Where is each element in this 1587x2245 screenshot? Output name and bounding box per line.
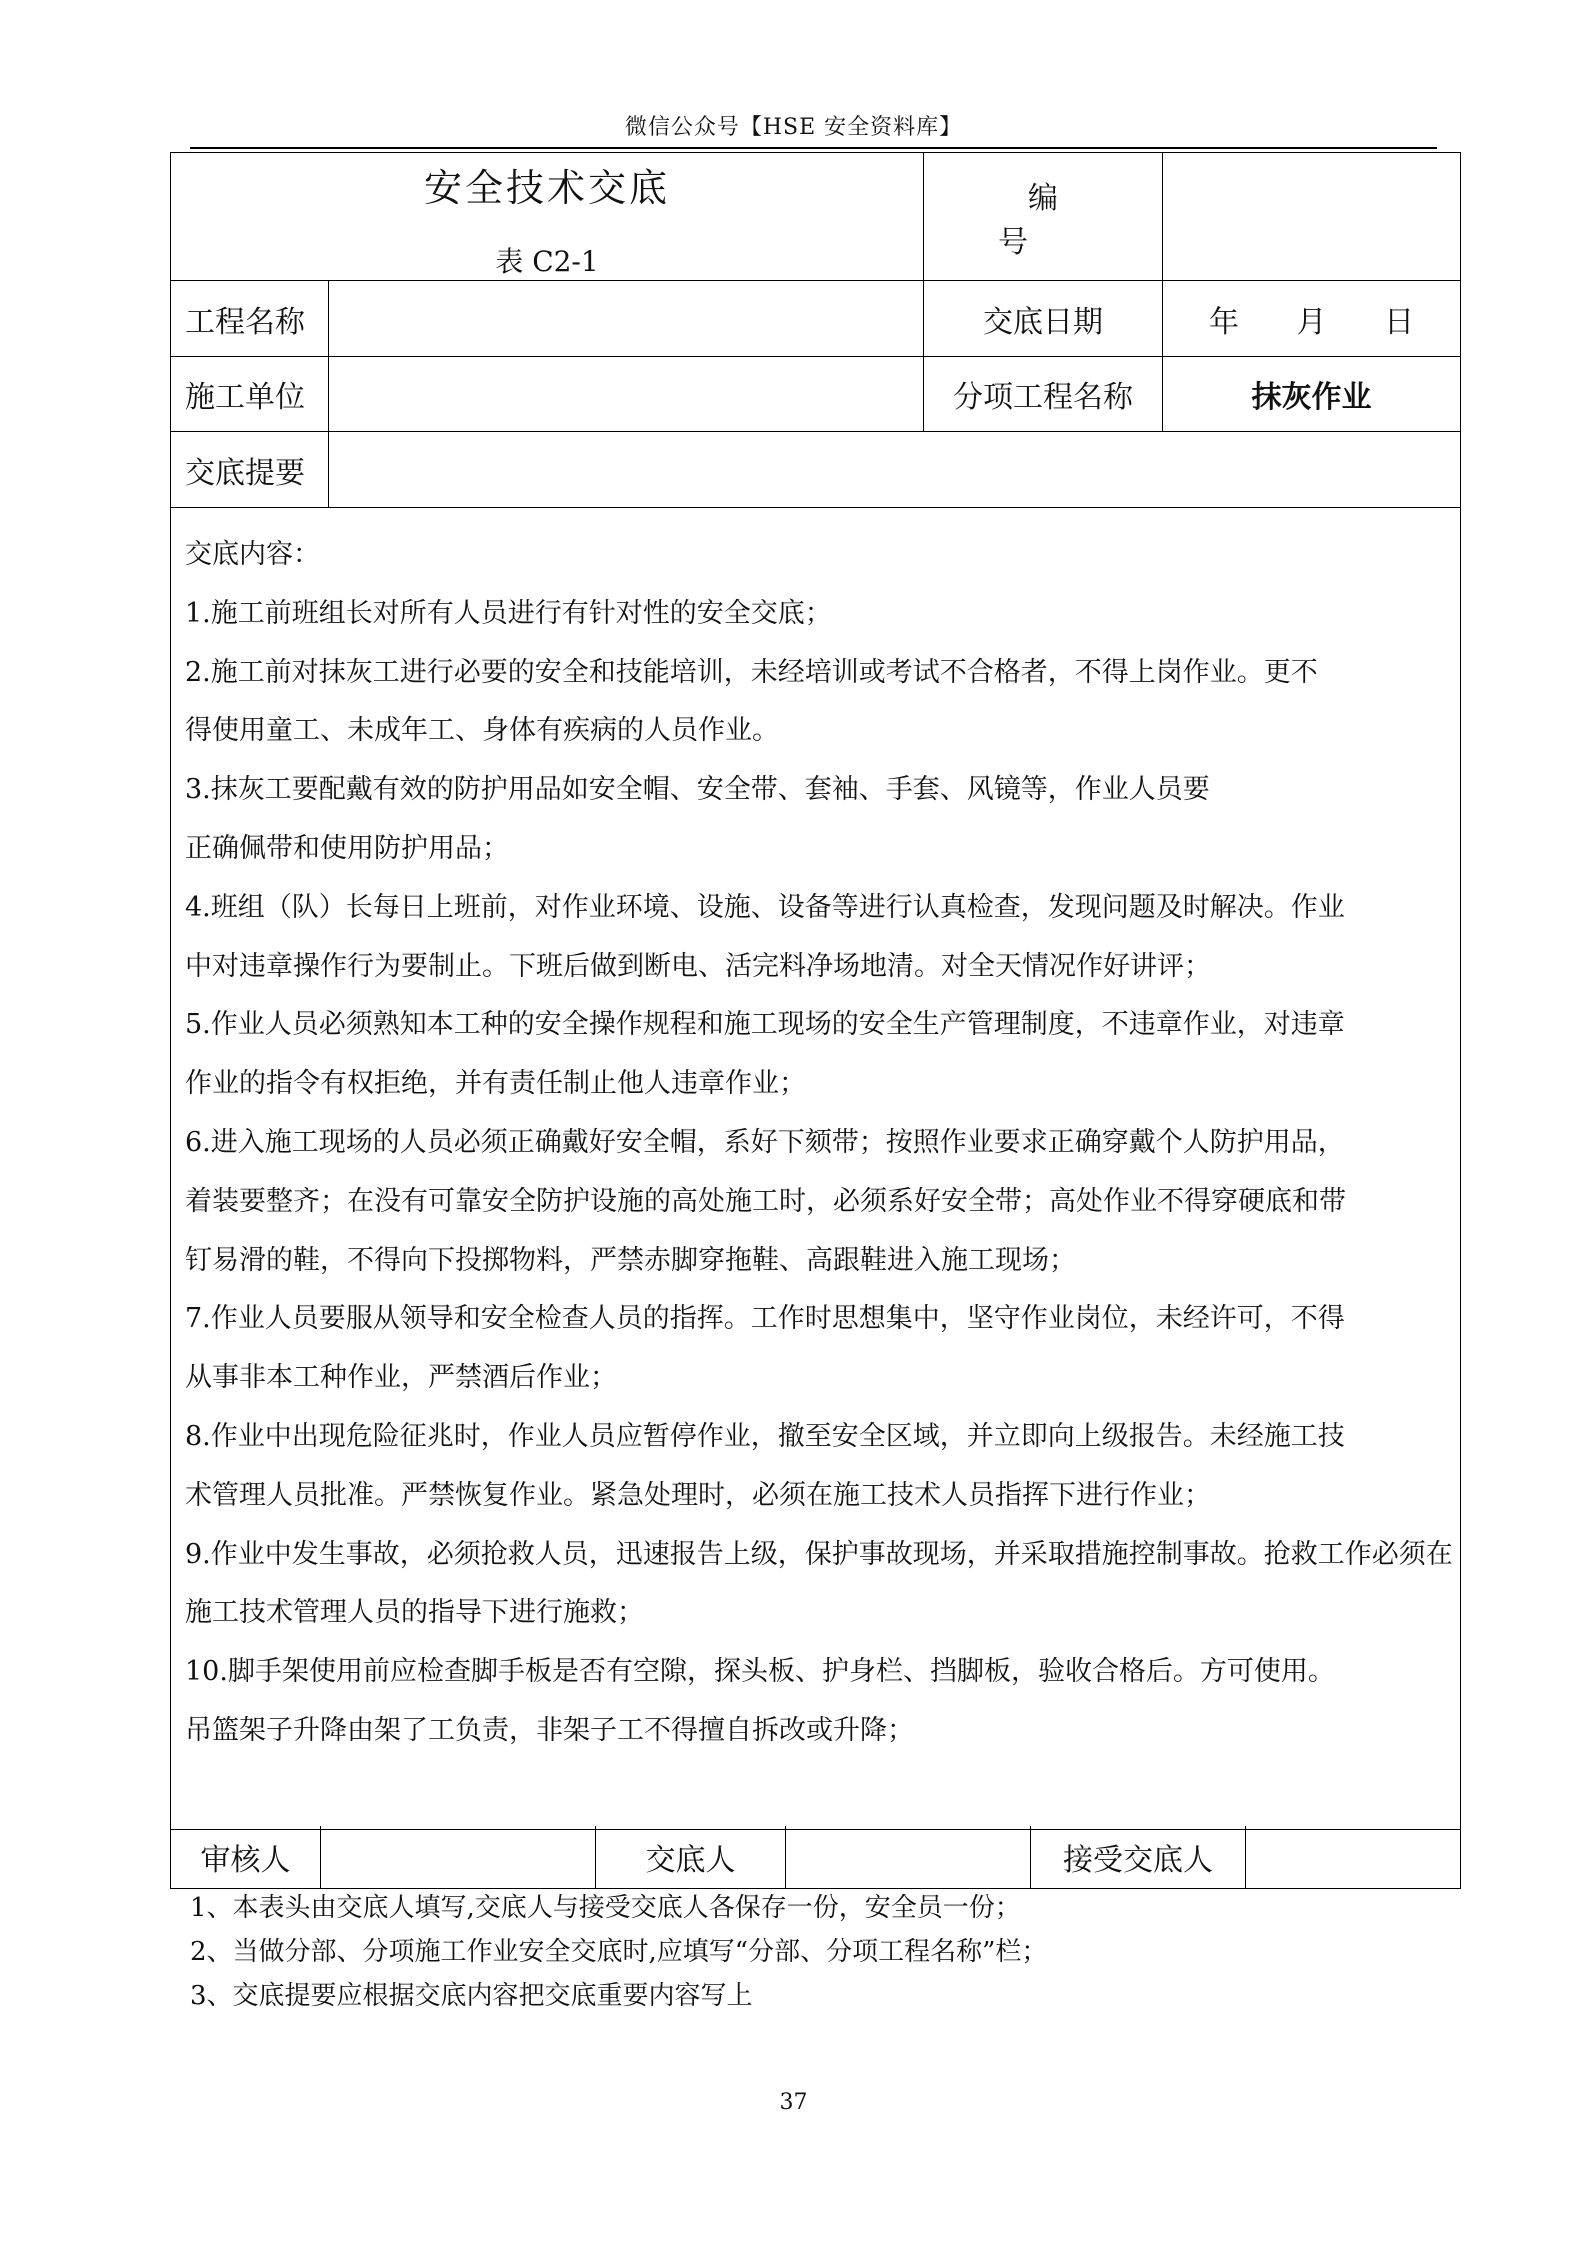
content-line: 施工技术管理人员的指导下进行施救； (185, 1597, 644, 1629)
reviewer-value[interactable] (321, 1826, 596, 1889)
project-name-label: 工程名称 (171, 281, 329, 357)
content-line: 9.作业中发生事故，必须抢救人员，迅速报告上级，保护事故现场，并采取措施控制事故。抢救工作必须在 (185, 1538, 1453, 1570)
content-line: 2.施工前对抹灰工进行必要的安全和技能培训，未经培训或考试不合格者，不得上岗作业。更不 (185, 656, 1318, 688)
sub-project-value[interactable]: 抹灰作业 (1163, 357, 1461, 432)
note-3: 3、交底提要应根据交底内容把交底重要内容写上 (190, 1981, 753, 2011)
summary-label: 交底提要 (171, 432, 329, 508)
form-title: 安全技术交底 (424, 166, 671, 210)
content-line: 1.施工前班组长对所有人员进行有针对性的安全交底； (185, 597, 832, 629)
number-label: 编号 (998, 180, 1119, 260)
note-2: 2、当做分部、分项施工作业安全交底时,应填写“分部、分项工程名称”栏； (190, 1937, 1048, 1967)
page-number: 37 (779, 2090, 808, 2115)
number-label-cell (924, 153, 1163, 281)
content-line: 着装要整齐；在没有可靠安全防护设施的高处施工时，必须系好安全带；高处作业不得穿硬底和带 (185, 1185, 1346, 1217)
signature-row (170, 1826, 1461, 1889)
header-rule (190, 147, 1437, 149)
content-line: 中对违章操作行为要制止。下班后做到断电、活完料净场地清。对全天情况作好讲评； (185, 950, 1211, 982)
date-year: 年 (1208, 304, 1239, 340)
discloser-label: 交底人 (596, 1826, 786, 1889)
construction-unit-value[interactable] (329, 357, 924, 432)
content-line: 10.脚手架使用前应检查脚手板是否有空隙，探头板、护身栏、挡脚板，验收合格后。方可使用。 (185, 1656, 1335, 1688)
receiver-label: 接受交底人 (1031, 1826, 1246, 1889)
header-text: 微信公众号【HSE 安全资料库】 (624, 115, 963, 140)
form-title-cell (171, 153, 924, 281)
notes (190, 1886, 1047, 2018)
content-line: 交底内容： (185, 539, 320, 570)
content-line: 7.作业人员要服从领导和安全检查人员的指挥。工作时思想集中，坚守作业岗位，未经许可，不得 (185, 1303, 1345, 1335)
content-line: 6.进入施工现场的人员必须正确戴好安全帽，系好下颏带；按照作业要求正确穿戴个人防护用品， (185, 1126, 1345, 1158)
date-label: 交底日期 (924, 281, 1163, 357)
construction-unit-label: 施工单位 (171, 357, 329, 432)
content-line: 5.作业人员必须熟知本工种的安全操作规程和施工现场的安全生产管理制度，不违章作业，对违章 (185, 1009, 1345, 1041)
note-1: 1、本表头由交底人填写,交底人与接受交底人各保存一份，安全员一份； (190, 1893, 1021, 1923)
content-line: 4.班组（队）长每日上班前，对作业环境、设施、设备等进行认真检查，发现问题及时解决。作业 (185, 891, 1345, 923)
content-line: 3.抹灰工要配戴有效的防护用品如安全帽、安全带、套袖、手套、风镜等，作业人员要 (185, 774, 1210, 806)
number-value[interactable] (1163, 153, 1461, 281)
content-line: 钉易滑的鞋，不得向下投掷物料，严禁赤脚穿拖鞋、高跟鞋进入施工现场； (185, 1244, 1076, 1276)
content-line: 从事非本工种作业，严禁酒后作业； (185, 1362, 617, 1394)
form-code: 表 C2-1 (495, 245, 599, 278)
date-month: 月 (1296, 304, 1327, 340)
content-line: 8.作业中出现危险征兆时，作业人员应暂停作业，撤至安全区域，并立即向上级报告。未经施工技 (185, 1420, 1345, 1452)
content-line: 得使用童工、未成年工、身体有疾病的人员作业。 (185, 715, 779, 747)
date-day: 日 (1384, 304, 1415, 340)
date-value[interactable] (1163, 281, 1461, 357)
content-line: 术管理人员批准。严禁恢复作业。紧急处理时，必须在施工技术人员指挥下进行作业； (185, 1479, 1211, 1511)
content-lines (185, 526, 1453, 1761)
content-line: 作业的指令有权拒绝，并有责任制止他人违章作业； (185, 1068, 806, 1100)
content-cell (171, 508, 1461, 1830)
summary-value[interactable] (329, 432, 1461, 508)
discloser-value[interactable] (786, 1826, 1031, 1889)
project-name-value[interactable] (329, 281, 924, 357)
content-line: 吊篮架子升降由架了工负责，非架子工不得擅自拆改或升降； (185, 1714, 914, 1746)
content-line: 正确佩带和使用防护用品； (185, 832, 509, 864)
receiver-value[interactable] (1246, 1826, 1461, 1889)
sub-project-label: 分项工程名称 (924, 357, 1163, 432)
disclosure-form (170, 152, 1461, 1830)
reviewer-label: 审核人 (171, 1826, 321, 1889)
